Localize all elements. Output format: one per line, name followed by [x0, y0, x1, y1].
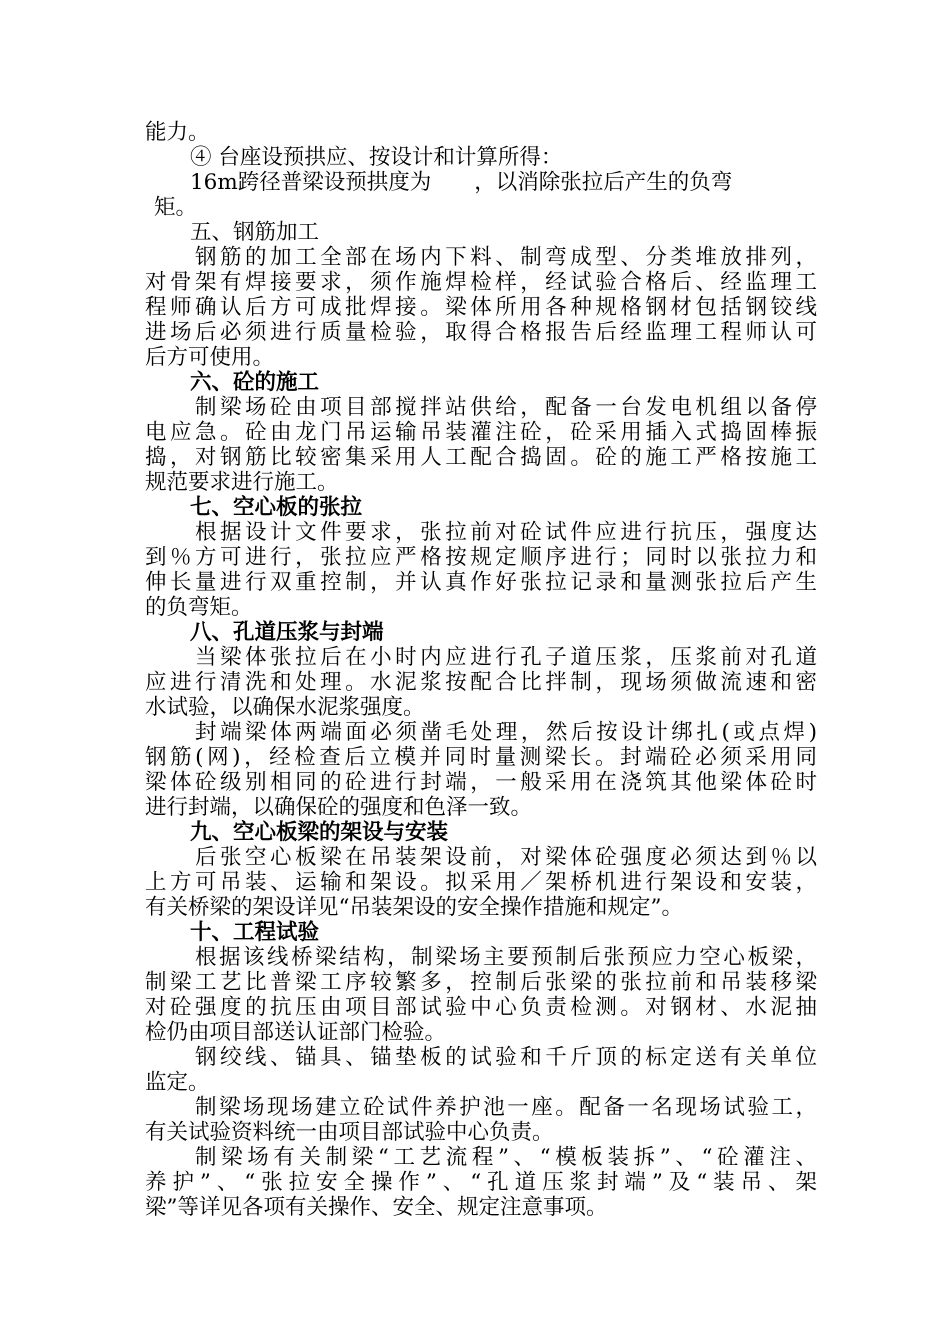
- text-line: 对骨架有焊接要求，须作施焊检样，经试验合格后、经监理工: [145, 270, 817, 295]
- section-heading: 七、空心板的张拉: [190, 495, 363, 520]
- text-line: 钢绞线、锚具、锚垫板的试验和千斤顶的标定送有关单位: [195, 1045, 817, 1070]
- text-line: 捣，对钢筋比较密集采用人工配合捣固。砼的施工严格按施工: [145, 445, 817, 470]
- text-line: 后方可使用。: [145, 345, 275, 370]
- section-heading: 六、砼的施工: [190, 370, 320, 395]
- text-line: 后张空心板梁在吊装架设前，对梁体砼强度必须达到％以: [195, 845, 817, 870]
- text-line: 规范要求进行施工。: [145, 470, 339, 495]
- text-line: 电应急。砼由龙门吊运输吊装灌注砼，砼采用插入式捣固棒振: [145, 420, 817, 445]
- text-line: 能力。: [145, 120, 210, 145]
- text-line: 监定。: [145, 1070, 210, 1095]
- text-line: 的负弯矩。: [145, 595, 253, 620]
- text-line: 钢筋的加工全部在场内下料、制弯成型、分类堆放排列，: [195, 245, 817, 270]
- text-line: 对砼强度的抗压由项目部试验中心负责检测。对钢材、水泥抽: [145, 995, 817, 1020]
- text-line: ④ 台座设预拱应、按设计和计算所得：: [190, 145, 563, 170]
- text-line: 制梁场有关制梁“工艺流程”、“模板装拆”、“砼灌注、: [195, 1145, 817, 1170]
- section-heading: 十、工程试验: [190, 920, 320, 945]
- section-heading: 五、钢筋加工: [190, 220, 320, 245]
- text-line: 制梁场砼由项目部搅拌站供给，配备一台发电机组以备停: [195, 395, 817, 420]
- text-line: 进场后必须进行质量检验，取得合格报告后经监理工程师认可: [145, 320, 817, 345]
- section-heading: 九、空心板梁的架设与安装: [190, 820, 449, 845]
- text-line: 制梁工艺比普梁工序较繁多，控制后张梁的张拉前和吊装移梁: [145, 970, 817, 995]
- text-line: 钢筋(网)，经检查后立模并同时量测梁长。封端砼必须采用同: [145, 745, 817, 770]
- text-line: 应进行清洗和处理。水泥浆按配合比拌制，现场须做流速和密: [145, 670, 817, 695]
- text-line: 制梁场现场建立砼试件养护池一座。配备一名现场试验工，: [195, 1095, 817, 1120]
- section-heading: 八、孔道压浆与封端: [190, 620, 384, 645]
- text-line: 根据设计文件要求，张拉前对砼试件应进行抗压，强度达: [195, 520, 817, 545]
- text-line: 伸长量进行双重控制，并认真作好张拉记录和量测张拉后产生: [145, 570, 817, 595]
- text-line: 检仍由项目部送认证部门检验。: [145, 1020, 447, 1045]
- text-line: 有关桥梁的架设详见“吊装架设的安全操作措施和规定”。: [145, 895, 683, 920]
- text-line: 矩。: [154, 195, 198, 220]
- text-line: 上方可吊装、运输和架设。拟采用／架桥机进行架设和安装，: [145, 870, 817, 895]
- text-line: 根据该线桥梁结构，制梁场主要预制后张预应力空心板梁，: [195, 945, 817, 970]
- text-line: 梁体砼级别相同的砼进行封端，一般采用在浇筑其他梁体砼时: [145, 770, 817, 795]
- text-line: 程师确认后方可成批焊接。梁体所用各种规格钢材包括钢铰线: [145, 295, 817, 320]
- text-line: 封端梁体两端面必须凿毛处理，然后按设计绑扎(或点焊): [195, 720, 817, 745]
- text-line: 有关试验资料统一由项目部试验中心负责。: [145, 1120, 554, 1145]
- text-line: 养护”、“张拉安全操作”、“孔道压浆封端”及“装吊、架: [145, 1170, 817, 1195]
- document-page: [145, 120, 817, 1220]
- text-line: 16m跨径普梁设预拱度为 ，以消除张拉后产生的负弯: [190, 170, 733, 195]
- text-line: 进行封端，以确保砼的强度和色泽一致。: [145, 795, 533, 820]
- text-line: 当梁体张拉后在小时内应进行孔子道压浆，压浆前对孔道: [195, 645, 817, 670]
- text-line: 到％方可进行，张拉应严格按规定顺序进行；同时以张拉力和: [145, 545, 817, 570]
- text-line: 水试验，以确保水泥浆强度。: [145, 695, 425, 720]
- text-line: 梁”等详见各项有关操作、安全、规定注意事项。: [145, 1195, 608, 1220]
